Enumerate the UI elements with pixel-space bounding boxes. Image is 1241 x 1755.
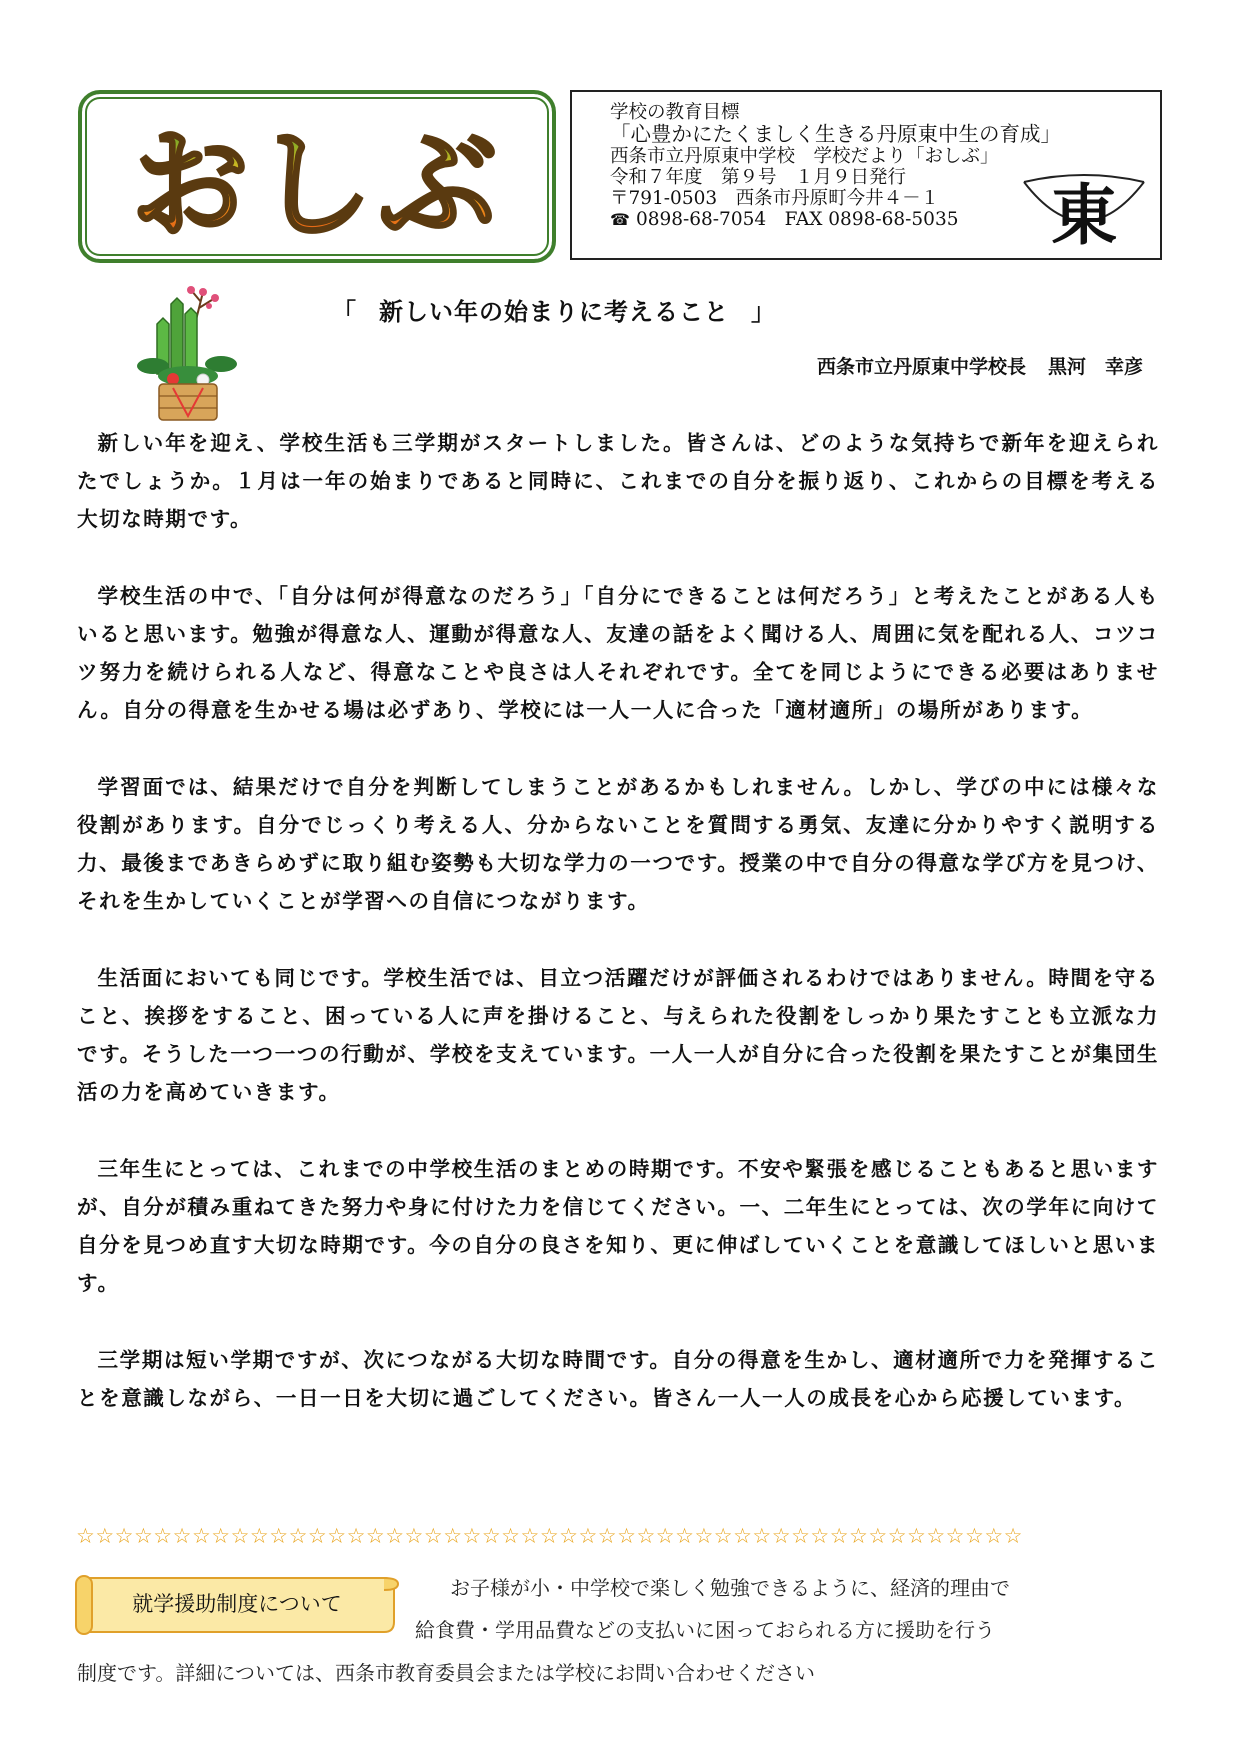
phone-icon: ☎ [610,210,630,229]
banner-label: 就学援助制度について [132,1592,342,1616]
info-issue: 令和７年度 第９号 １月９日発行 [610,167,907,188]
paragraph: 学校生活の中で、「自分は何が得意なのだろう」「自分にできることは何だろう」と考えたことがある人もいると思います。勉強が得意な人、運動が得意な人、友達の話をよく聞ける人、周囲に気を配れる人、コツコツ努力を続けられる人など、得意なことや良さは人それぞれです。全てを同じようにできる必要はありません。自分の得意を生かせる場は必ずあり、学校には一人一人に合った「適材適所」の場所があります。 [77,584,1159,722]
notice-line-2: 給食費・学用品費などの支払いに困っておられる方に援助を行う [415,1618,995,1642]
paragraph: 学習面では、結果だけで自分を判断してしまうことがあるかもしれません。しかし、学びの中には様々な役割があります。自分でじっくり考える人、分からないことを質問する勇気、友達に分かりやすく説明する力、最後まであきらめずに取り組む姿勢も大切な学力の一つです。授業の中で自分の得意な学び方を見つけ、それを生かしていくことが学習への自信につながります。 [77,775,1159,913]
school-emblem-icon [1020,160,1148,260]
article-body [77,424,1159,1456]
notice-line-3: 制度です。詳細については、西条市教育委員会または学校にお問い合わせください [77,1661,815,1685]
scholarship-banner [72,1570,402,1640]
info-phone: 0898-68-7054 FAX 0898-68-5035 [635,209,959,230]
info-goal-text: 「心豊かにたくましく生きる丹原東中生の育成」 [610,122,1061,146]
info-newsletter-name: 西条市立丹原東中学校 学校だより「おしぶ」 [610,146,999,167]
paragraph: 三学期は短い学期ですが、次につながる大切な時間です。自分の得意を生かし、適材適所で力を発揮することを意識しながら、一日一日を大切に過ごしてください。皆さん一人一人の成長を心から応援しています。 [77,1348,1159,1410]
article-author [817,352,1143,379]
paragraph: 新しい年を迎え、学校生活も三学期がスタートしました。皆さんは、どのような気持ちで新年を迎えられたでしょうか。１月は一年の始まりであると同時に、これまでの自分を振り返り、これからの目標を考える大切な時期です。 [77,431,1159,531]
kadomatsu-icon [133,284,243,429]
logo-graphic [82,94,552,259]
masthead-logo [78,90,556,263]
logo-text: おしぶ [130,116,504,254]
paragraph: 生活面においても同じです。学校生活では、目立つ活躍だけが評価されるわけではありません。時間を守ること、挨拶をすること、困っている人に声を掛けること、与えられた役割をしっかり果たすことも立派な力です。そうした一つ一つの行動が、学校を支えています。一人一人が自分に合った役割を果たすことが集団生活の力を高めていきます。 [77,966,1159,1104]
info-goal-label: 学校の教育目標 [610,102,740,123]
title-close-bracket: 」 [751,298,776,326]
school-info-box [570,90,1162,260]
author-position: 西条市立丹原東中学校長 [816,356,1026,378]
notice-line-1: お子様が小・中学校で楽しく勉強できるように、経済的理由で [450,1576,1010,1600]
paragraph: 三年生にとっては、これまでの中学校生活のまとめの時期です。不安や緊張を感じることもあると思いますが、自分が積み重ねてきた努力や身に付けた力を信じてください。一、二年生にとっては、次の学年に向けて自分を見つめ直す大切な時期です。今の自分の良さを知り、更に伸ばしていくことを意識してほしいと思います。 [77,1157,1159,1295]
title-open-bracket: 「 [332,298,357,326]
title-text: 新しい年の始まりに考えること [379,298,729,326]
star-divider: ☆☆☆☆☆☆☆☆☆☆☆☆☆☆☆☆☆☆☆☆☆☆☆☆☆☆☆☆☆☆☆☆☆☆☆☆☆☆☆☆☆☆☆☆☆☆☆☆☆ [76,1524,1023,1548]
author-name: 黒河 幸彦 [1047,356,1143,378]
info-address: 〒791-0503 西条市丹原町今井４－１ [610,188,940,209]
emblem-char: 東 [1051,176,1117,254]
article-title [332,292,776,327]
